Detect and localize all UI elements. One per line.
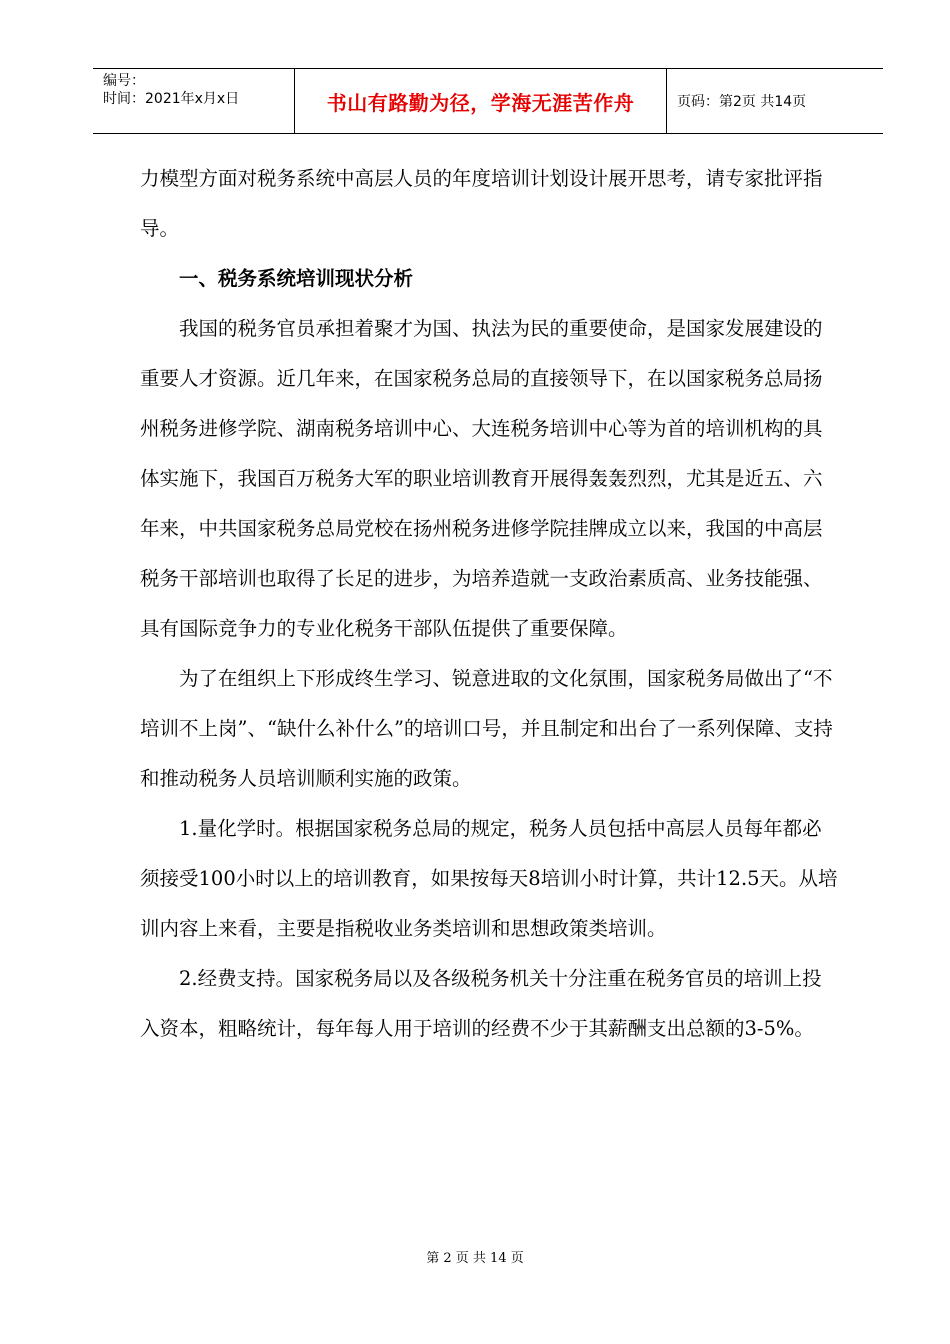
section-heading: 一、税务系统培训现状分析 [179,267,414,290]
paragraph: 为了在组织上下形成终生学习、锐意进取的文化氛围，国家税务局做出了“不培训不上岗”、“缺什么补什么”的培训口号，并且制定和出台了一系列保障、支持和推动税务人员培训顺利实施的政策。 [140,667,833,790]
serial-number-label: 编号： [103,73,145,89]
paragraph: 我国的税务官员承担着聚才为国、执法为民的重要使命，是国家发展建设的重要人才资源。近几年来，在国家税务总局的直接领导下，在以国家税务总局扬州税务进修学院、湖南税务培训中心、大连税务培训中心等为首的培训机构的具体实施下，我国百万税务大军的职业培训教育开展得轰轰烈烈，尤其是近五、六年来，中共国家税务总局党校在扬州税务进修学院挂牌成立以来，我国的中高层税务干部培训也取得了长足的进步，为培养造就一支政治素质高、业务技能强、具有国际竞争力的专业化税务干部队伍提供了重要保障。 [140,317,823,640]
header-meta [93,69,295,133]
page-header [93,68,883,134]
header-page-info: 页码：第2页 共14页 [677,94,807,110]
header-motto: 书山有路勤为径，学海无涯苦作舟 [326,90,635,115]
list-item-paragraph: 2.经费支持。国家税务局以及各级税务机关十分注重在税务官员的培训上投入资本，粗略统计，每年每人用于培训的经费不少于其薪酬支出总额的3-5%。 [140,967,822,1040]
paragraph-continuation: 力模型方面对税务系统中高层人员的年度培训计划设计展开思考，请专家批评指导。 [140,167,823,240]
date-label: 时间：2021年x月x日 [103,91,240,107]
page-footer: 第 2 页 共 14 页 [426,1251,524,1266]
header-page-info-cell [667,69,883,133]
list-item-paragraph: 1.量化学时。根据国家税务总局的规定，税务人员包括中高层人员每年都必须接受100小时以上的培训教育，如果按每天8培训小时计算，共计12.5天。从培训内容上来看，主要是指税收业务类培训和思想政策类培训。 [140,817,838,940]
header-motto-cell [295,69,667,133]
document-body [140,154,840,1054]
